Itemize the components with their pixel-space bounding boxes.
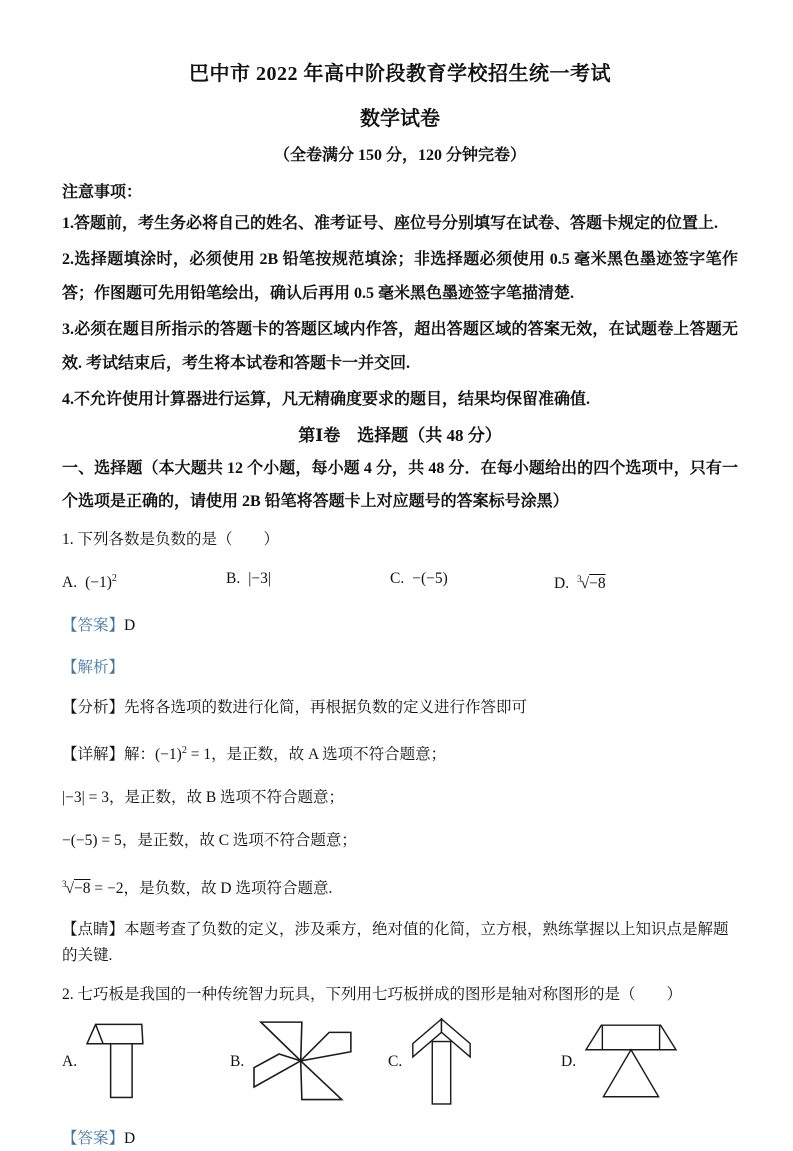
answer-label: 【答案】 xyxy=(62,1130,125,1148)
detail-line-c: −(−5) = 5，是正数，故 C 选项不符合题意； xyxy=(62,832,357,850)
tangram-hammer-figure xyxy=(87,1024,145,1100)
detail-line-b: |−3| = 3，是正数，故 B 选项不符合题意； xyxy=(62,789,345,807)
question-1-options xyxy=(62,567,738,596)
q1-option-c xyxy=(390,567,554,596)
q2-figure-a xyxy=(62,1024,230,1100)
notice-item-1: 1.答题前，考生务必将自己的姓名、准考证号、座位号分别填写在试卷、答题卡规定的位置上. xyxy=(62,215,719,232)
figure-b-label: B. xyxy=(230,1053,245,1071)
option-c-label: C. xyxy=(390,570,405,587)
question-2-figures xyxy=(62,1019,738,1105)
figure-c-label: C. xyxy=(388,1053,403,1071)
detail-b-expression: |−3| = 3 xyxy=(62,789,109,807)
tangram-arrow-figure xyxy=(412,1019,472,1105)
detail-line-a: 【详解】解：$(-1)^2 = 1$，是正数，故 A 选项不符合题意； xyxy=(62,745,447,764)
q1-option-b xyxy=(226,567,390,596)
answer-value: D xyxy=(124,617,136,634)
notice-item-3: 3.必须在题目所指示的答题卡的答题区域内作答，超出答题区域的答案无效，在试题卷上答题无效. 考试结束后，考生将本试卷和答题卡一并交回. xyxy=(62,321,738,372)
option-d-cube-root-expression: $^3$√−8 xyxy=(577,574,606,592)
notice-item-4: 4.不允许使用计算器进行运算，凡无精确度要求的题目，结果均保留准确值. xyxy=(62,391,591,408)
q1-option-d xyxy=(554,567,606,596)
q1-option-a xyxy=(62,567,226,596)
option-d-label: D. xyxy=(554,575,570,592)
section-1-intro: 一、选择题（本大题共 12 个小题，每小题 4 分，共 48 分．在每小题给出的四个选项中，只有一个选项是正确的，请使用 2B 铅笔将答题卡上对应题号的答案标号涂黑） xyxy=(62,460,738,510)
figure-d-label: D. xyxy=(561,1053,577,1071)
score-note: （全卷满分 150 分，120 分钟完卷） xyxy=(273,147,526,164)
q2-figure-c xyxy=(388,1019,561,1105)
figure-a-label: A. xyxy=(62,1053,78,1071)
detail-prefix: 【详解】解： xyxy=(62,746,156,764)
detail-d-cube-root-expression: $^3$√−8 = −2 xyxy=(62,879,124,898)
notice-item-2: 2.选择题填涂时，必须使用 2B 铅笔按规范填涂；非选择题必须使用 0.5 毫米黑色墨迹签字笔作答；作图题可先用铅笔绘出，确认后再用 0.5 毫米黑色墨迹签字笔描清楚. xyxy=(62,251,738,302)
option-a-label: A. xyxy=(62,574,78,592)
exam-title: 巴中市 2022 年高中阶段教育学校招生统一考试 xyxy=(189,63,611,85)
answer-value: D xyxy=(124,1130,136,1148)
question-2-stem: 2. 七巧板是我国的一种传统智力玩具，下列用七巧板拼成的图形是轴对称图形的是（ ） xyxy=(62,986,683,1004)
option-b-label: B. xyxy=(226,570,241,587)
option-b-expression: |−3| xyxy=(248,570,271,587)
question-1-analysis: 【分析】先将各选项的数进行化简，再根据负数的定义进行作答即可 xyxy=(62,699,528,716)
notices-heading: 注意事项： xyxy=(62,184,143,201)
option-a-expression: $(-1)^2$ xyxy=(85,573,117,592)
option-c-expression: −(−5) xyxy=(412,570,448,587)
detail-c-expression: −(−5) = 5 xyxy=(62,832,122,850)
question-1-answer xyxy=(62,614,738,638)
exam-subtitle: 数学试卷 xyxy=(360,108,440,130)
question-2-answer xyxy=(62,1127,738,1151)
detail-a-expression: $(-1)^2 = 1$ xyxy=(155,745,212,764)
q2-figure-b xyxy=(230,1022,388,1102)
q2-figure-d xyxy=(561,1025,678,1099)
question-1-tip: 【点睛】本题考查了负数的定义，涉及乘方，绝对值的化简，立方根，熟练掌握以上知识点是解题的关键. xyxy=(62,921,729,965)
answer-label: 【答案】 xyxy=(62,617,125,634)
detail-line-d: $^3$√−8 = −2，是负数，故 D 选项符合题意. xyxy=(62,879,333,898)
tangram-trapezoid-triangle-figure xyxy=(586,1025,678,1099)
section-1-header: 第Ⅰ卷 选择题（共 48 分） xyxy=(298,426,502,445)
question-1-stem: 1. 下列各数是负数的是（ ） xyxy=(62,531,280,548)
question-1-analysis-label: 【解析】 xyxy=(62,659,125,676)
tangram-pinwheel-figure xyxy=(254,1022,352,1102)
